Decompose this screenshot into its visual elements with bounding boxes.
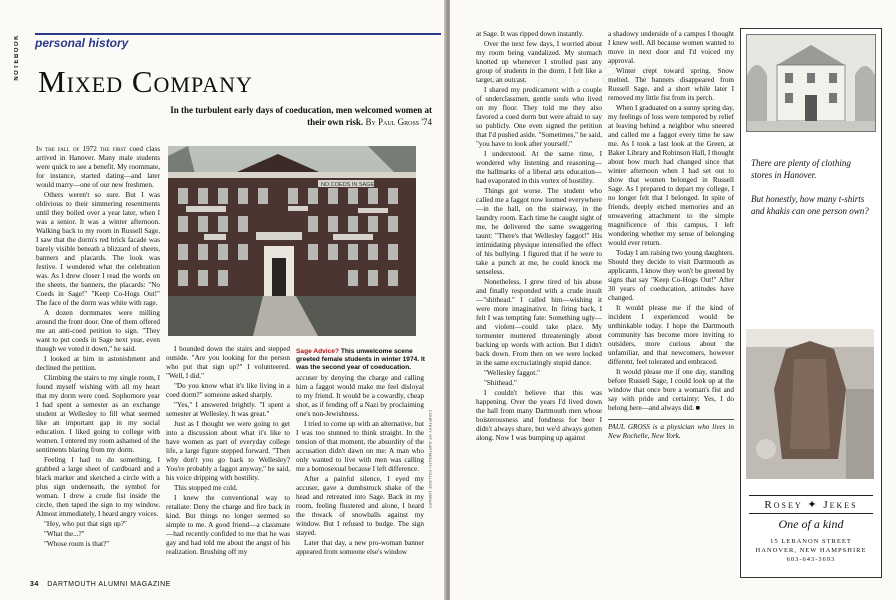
ad-copy [751, 157, 873, 217]
paragraph: "Yes," I answered brightly. "I spent a semester at Wellesley. It was great." [166, 401, 290, 418]
store-tagline: One of a kind [778, 517, 844, 531]
sweater-photo [746, 329, 874, 479]
ad-copy-1: There are plenty of clothing stores in Hanover. [751, 158, 851, 180]
store-phone: 603-643-3693 [786, 556, 836, 563]
magazine-name: DARTMOUTH ALUMNI MAGAZINE [47, 581, 171, 588]
banner-text: NO COEDS IN SAGE [321, 182, 375, 188]
author-bio: PAUL GROSS is a physician who lives in New Rochelle, New York. [608, 423, 734, 440]
paragraph: I looked at him in astonishment and declined the petition. [36, 355, 160, 372]
caption-text: This unwelcome scene greeted female students in winter 1974. It was the second year of coeducation. [296, 348, 425, 371]
paragraph: coed class arrived in Hanover. Many male students were quick to see a benefit. My roommate, for instance, started dating—and later would marry—one of our new freshmen. [36, 145, 160, 189]
folio [30, 581, 171, 588]
store-logo [741, 495, 881, 564]
deck-text: In the turbulent early days of coeducation, men welcomed women at their own risk. [170, 105, 432, 127]
paragraph: "Shithead." [484, 379, 517, 387]
paragraph: I tried to come up with an alternative, but I was too stunned to think straight. In the tension of that moment, the absurdity of the accusation didn't dawn on me: A man who only wanted to live with men was calling me a homosexual because I left difference. [296, 420, 424, 473]
paragraph: Over the next few days, I worried about my room being vandalized. My stomach knotted up whenever I strolled past any group of students in the dorm. I felt like a target, an outcast. [476, 40, 602, 84]
paragraph: "Wellesley faggot." [484, 369, 540, 377]
paragraph: "Do you know what it's like living in a coed dorm?" someone asked sharply. [166, 382, 290, 399]
article-deck [150, 104, 432, 128]
paragraph: Feeling I had to do something, I grabbed a large sheet of cardboard and a black marker and sketched a circle with a plus sign underneath, the symbol for woman. I drew a crude fist inside the circle, then taped the sign to my window. Almost immediately, I heard angry voices. [36, 456, 160, 518]
paragraph: When I graduated on a sunny spring day, my feelings of loss were tempered by relief at leaving behind a neighbor who sneered and called me a faggot every time he saw me. As I took a last look at the Green, at Baker Library and Robinson Hall, I thought about how much had changed since that winter afternoon when I had set out to show that women belonged in Russell Sage. As I prepared to depart my college, I no longer felt that I belonged. In spite of friends, deeply etched memories and an unwavering attachment to the simple magnificence of this campus, I left wondering whether my sense of belonging would ever return. [608, 104, 734, 247]
article-title: Mixed Company [38, 64, 253, 99]
photo-caption [296, 348, 426, 372]
bio-rule [608, 419, 734, 420]
notebook-label: NOTEBOOK [14, 34, 20, 81]
address-line-2: HANOVER, NEW HAMPSHIRE [755, 547, 867, 554]
paragraph: I shared my predicament with a couple of underclassmen, gentle souls who lived on my floor. They told me they also favored a coed dorm but were afraid to say so publicly. One even signed the petition that I'd pushed aside. "Sometimes," he said, "you have to look after yourself." [476, 86, 602, 148]
store-address [741, 537, 881, 564]
ad-copy-2: But honestly, how many t-shirts and khakis can one person own? [751, 194, 869, 216]
paragraph: "Hey, who put that sign up?" [44, 520, 127, 528]
paragraph: It would please me if one day, standing before Russell Sage, I could look up at the window that once bore a woman's fist and say with pride and certainty: Yes, I do belong here—and always did. ■ [608, 368, 734, 412]
caption-lead: Sage Advice? [296, 348, 339, 355]
byline: By Paul Gross '74 [365, 117, 432, 127]
store-building-image [747, 35, 875, 131]
paragraph: Later that day, a new pro-woman banner appeared from someone else's window [296, 539, 424, 556]
store-name: Rosey ✦ Jekes [749, 495, 873, 514]
paragraph: I couldn't believe that this was happening. Over the years I'd lived down the hall from many Dartmouth men whose boisterousness and fondness for beer I didn't always share, but we'd always gotten along. Now I was bumping up against [476, 389, 602, 442]
paragraph: Nonetheless, I grew tired of his abuse and finally responded with a crude insult—"shithead." I called him—wishing it were more imaginative. In firing back, I felt I was tempting fate: Something ugly—and violent—could take place. My tormenter muttered threateningly about backing up words with action. But I didn't back down. From then on we were locked in the same excruciatingly stupid dance. [476, 278, 602, 367]
paragraph: at Sage. It was ripped down instantly. [476, 30, 584, 38]
paragraph: I knew the conventional way to retaliate: Deny the charge and fire back in kind. But things no longer seemed so simple to me. A good friend—a classmate—had recently confided to me that he was gay and had told me about the angst of his realization. Brushing off my [166, 494, 290, 556]
column-5 [608, 30, 734, 578]
column-3 [296, 374, 424, 578]
paragraph: After a painful silence, I eyed my accuser, gave a dumbstruck shake of the head and retreated into Sage. Back in my room, feeling flustered and alone, I heard the thwack of snowballs against my window. But I refused to budge. The sign stayed. [296, 475, 424, 537]
photo-credit: COURTESY OF DARTMOUTH COLLEGE LIBRARY [428, 410, 432, 509]
page-number: 34 [30, 581, 39, 588]
right-page [450, 0, 896, 600]
paragraph: I bounded down the stairs and stepped outside. "Are you looking for the person who put that sign up?" I volunteered. "Well, I did." [166, 345, 290, 380]
paragraph: Climbing the stairs to my single room, I found myself wishing with all my heart that my dorm were coed. Sophomore year I had spent a semester as an exchange student at Wellesley to fill what seemed like an important gap in my social education. I liked going to college with women. I entered my room ashamed of the sentiments blaring from my dorm. [36, 374, 160, 454]
paragraph: Winter crept toward spring. Snow melted. The banners disappeared from Russell Sage, and a short while later I removed my little fist from its perch. [608, 67, 734, 102]
paragraph: "What the...?" [44, 530, 85, 538]
dorm-building-image [168, 146, 416, 336]
address-line-1: 15 LEBANON STREET [770, 538, 852, 545]
left-page [0, 0, 446, 600]
paragraph: A dozen dormmates were milling around the front door. One of them offered me an anti-coed petition to sign. "They want to put coeds in Sage next year, even though we voted it down," he said. [36, 309, 160, 353]
paragraph: accuser by denying the charge and calling him a faggot would make me feel disloyal to my friend. It would be a cowardly, cheap shot, as if fending off a Nazi by proclaiming one's non-Jewishness. [296, 374, 424, 418]
paragraph: Just as I thought we were going to get into a discussion about what it's like to have women as part of everyday college life, a large figure stepped forward. "Then why don't you go back to Wellesley? You're probably a faggot anyway," he said, his voice dripping with hostility. [166, 420, 290, 482]
lead-in: In the fall of 1972 the first [36, 145, 127, 153]
paragraph: a shadowy underside of a campus I thought I knew well. All because women wanted to move in next door and I'd voiced my approval. [608, 30, 734, 65]
paragraph: Things got worse. The student who called me a faggot now loomed everywhere—in the hall, on the stairway, in the laundry room. Each time he caught sight of me, he delivered the same swaggering taunt: "There's that Wellesley faggot!" His intimidating physique intensified the effect of his bullying. I figured that if he were to take a punch at me, he could knock me senseless. [476, 187, 602, 276]
paragraph: I understood. At the same time, I wondered why listening and reasoning—the hallmarks of a liberal arts education—had evaporated in this vortex of hostility. [476, 150, 602, 185]
section-header [35, 33, 441, 50]
column-1 [36, 145, 160, 577]
paragraph: It would please me if the kind of incident I experienced would be unthinkable today. I hope the Dartmouth community has become more inviting to outsiders, more curious about the unfamiliar, and that newcomers, however different, feel tolerated and embraced. [608, 304, 734, 366]
paragraph: "Whose room is that?" [44, 540, 110, 548]
column-4 [476, 30, 602, 578]
clothing-image [746, 329, 874, 479]
dorm-photo [168, 146, 416, 336]
section-label: personal history [35, 36, 129, 50]
paragraph: Others weren't so sure. But I was oblivious to their simmering resentments until they boiled over a year later, when I was a senior. It was a winter afternoon. Walking back to my room in Russell Sage, I saw that the dorm's red brick facade was barely visible beneath a blizzard of sheets, banners and placards. The look was festive. I wondered what the celebration was. As I drew closer I read the words on the sheets, the banners, the placards: "No Coeds in Sage!" "Keep Co-Hogs Out!" The face of the dorm was white with rage. [36, 191, 160, 307]
paragraph: This stopped me cold. [174, 484, 238, 492]
column-2 [166, 345, 290, 577]
advertisement [740, 28, 882, 578]
paragraph: Today I am raising two young daughters. Should they decide to visit Dartmouth as applicants, I know they won't be greeted by signs that say "Keep Co-Hogs Out!" After 30 years of coeducation, attitudes have changed. [608, 249, 734, 302]
store-sketch-image [746, 34, 876, 132]
